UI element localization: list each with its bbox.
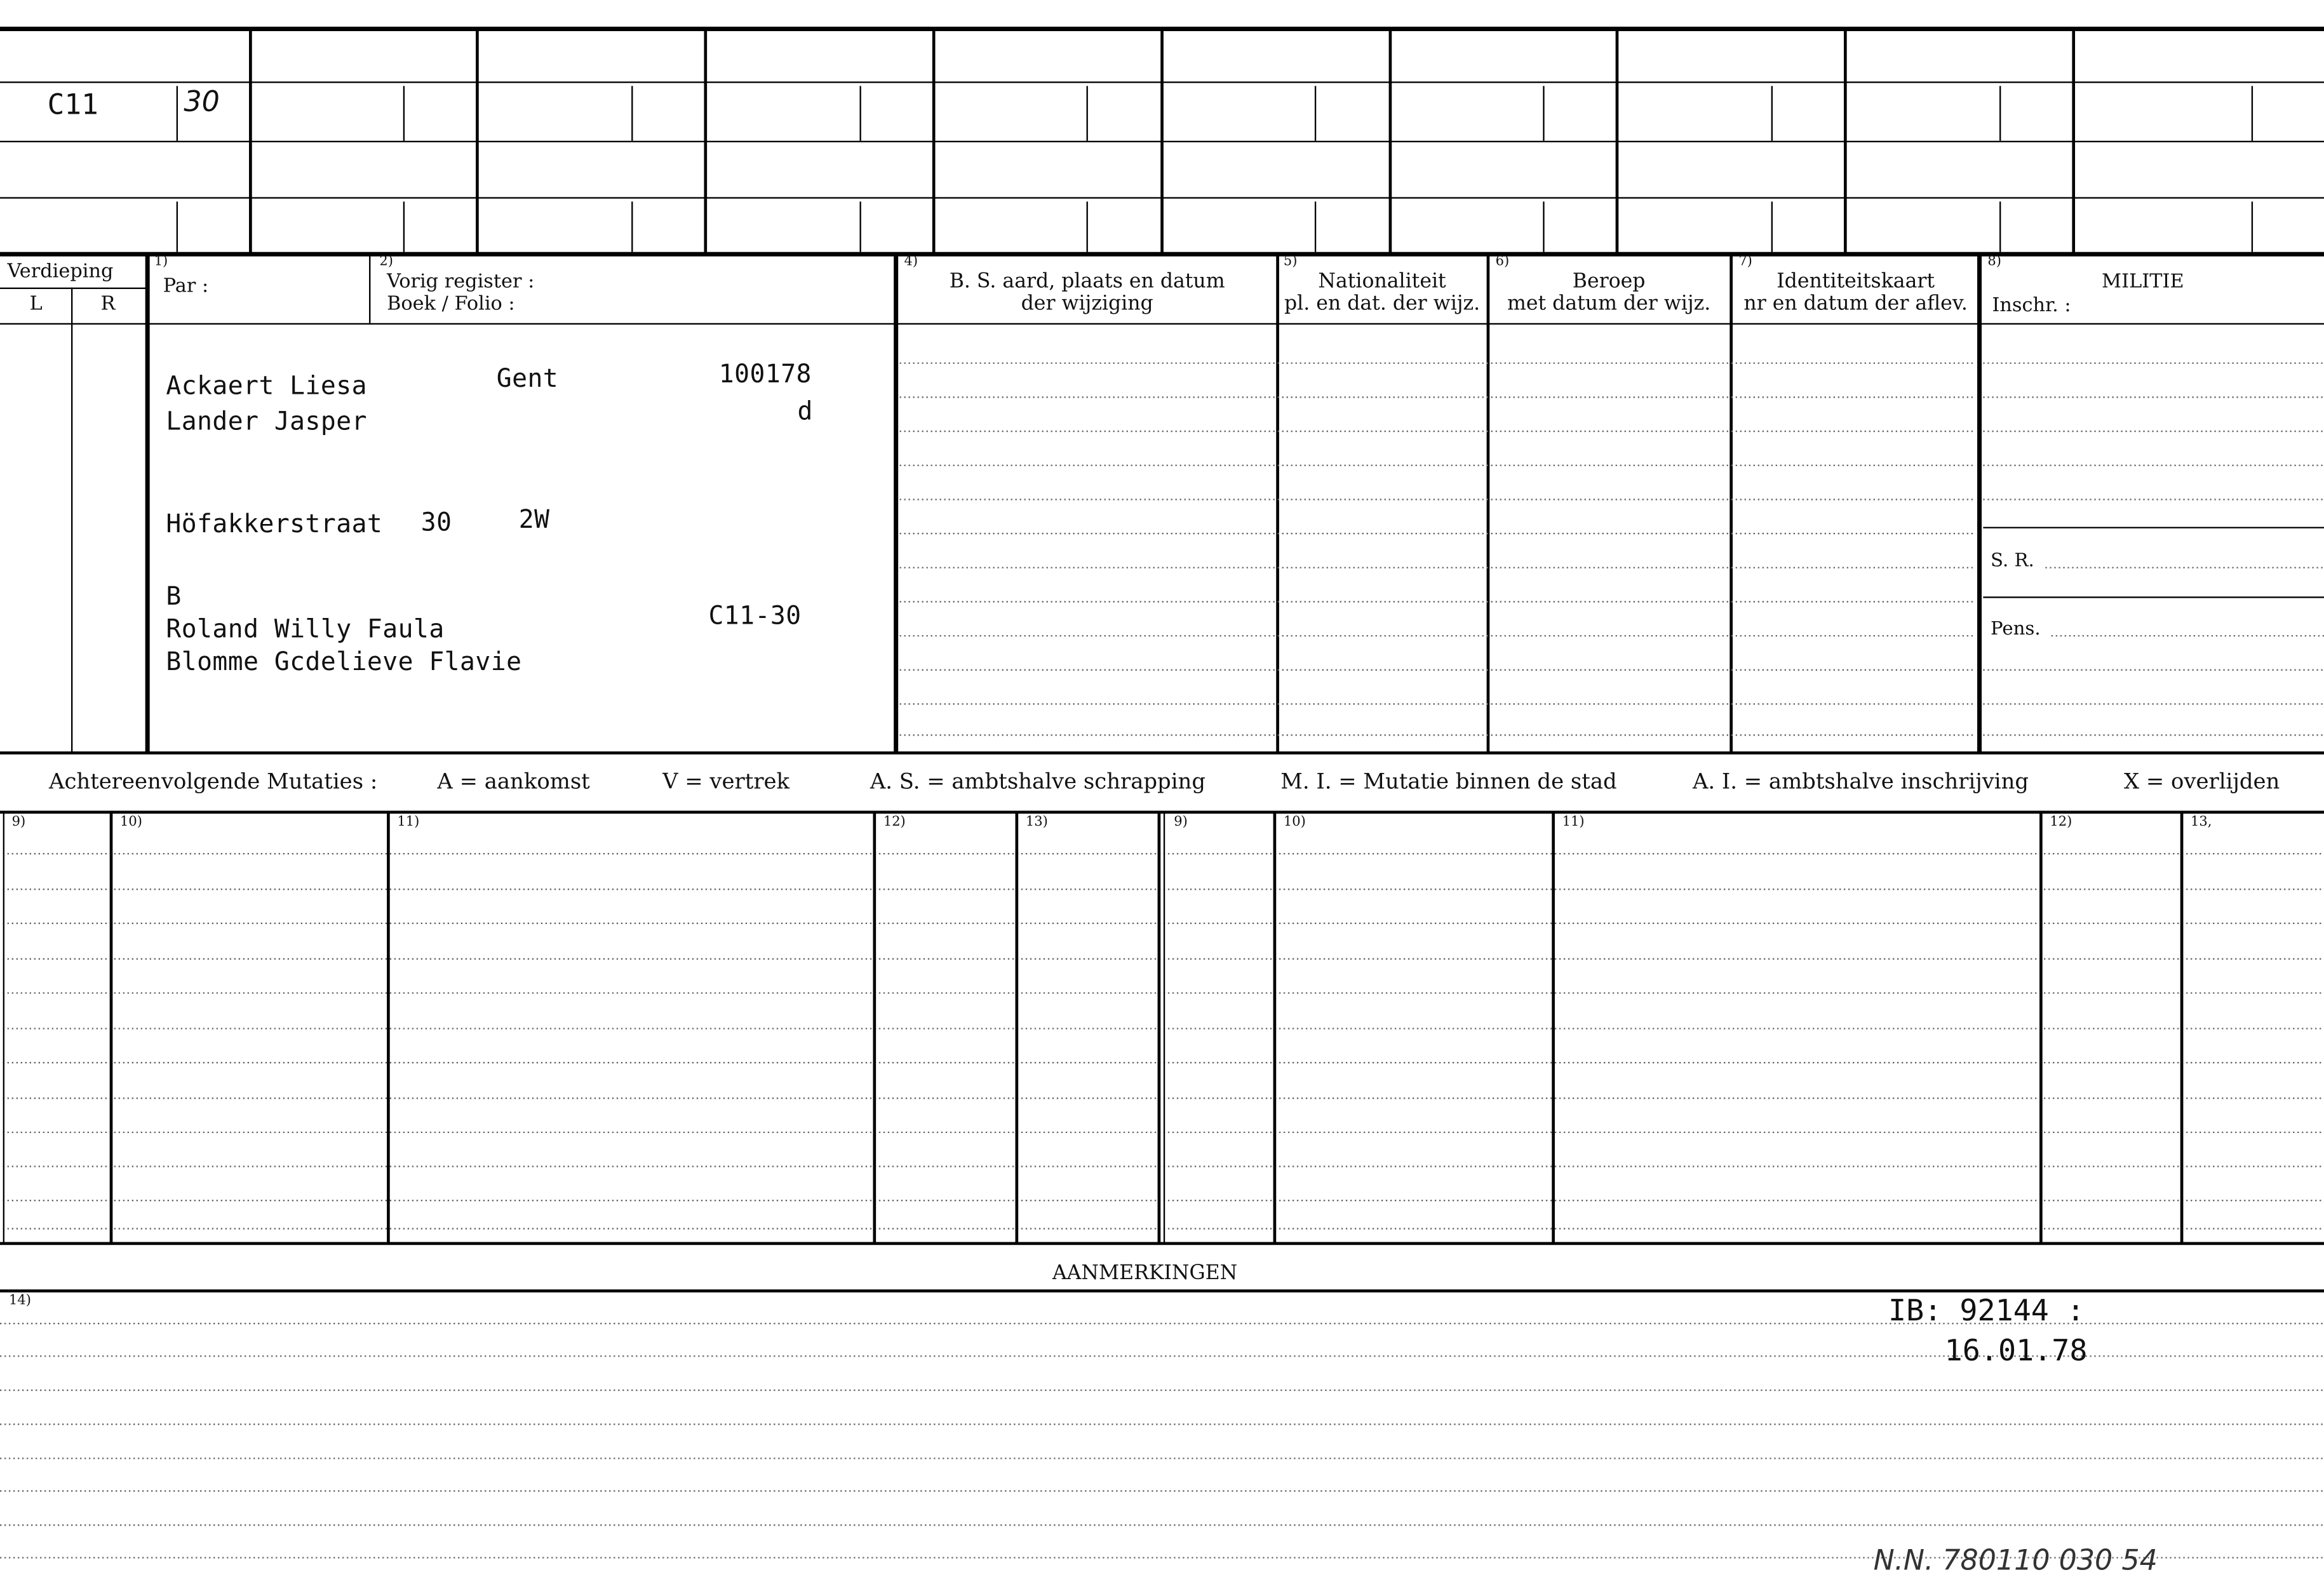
col-10-right: 10) (1283, 815, 1306, 830)
legend-mutatie: M. I. = Mutatie binnen de stad (1280, 770, 1617, 795)
col-10-left: 10) (120, 815, 142, 830)
col-12-right: 12) (2050, 815, 2072, 830)
mother-name: Blomme Gcdelieve Flavie (166, 647, 522, 678)
bs-num: 4) (904, 255, 918, 270)
legend-overlijden: X = overlijden (2124, 770, 2280, 795)
remarks-title: AANMERKINGEN (1052, 1261, 1238, 1285)
legend-inschrijving: A. I. = ambtshalve inschrijving (1692, 770, 2029, 795)
inschr-label: Inschr. : (1992, 295, 2071, 318)
left-label: L (29, 293, 43, 316)
registration-date: 16.01.78 (1944, 1332, 2088, 1368)
street: Höfakkerstraat (166, 509, 383, 540)
sr-label: S. R. (1991, 548, 2034, 571)
right-label: R (100, 293, 116, 316)
identiteitskaart-label: Identiteitskaart nr en datum der aflev. (1743, 269, 1968, 316)
house-number: 30 (420, 508, 452, 539)
nat-num: 5) (1283, 255, 1298, 270)
verdieping-label: Verdieping (7, 260, 114, 283)
legend-title: Achtereenvolgende Mutaties : (49, 770, 378, 795)
col-12-left: 12) (883, 815, 906, 830)
boek-folio-label: Boek / Folio : (387, 293, 515, 316)
person-name-line-1: Ackaert Liesa (166, 372, 367, 402)
par-num: 1) (154, 255, 168, 270)
id-num: 7) (1738, 255, 1752, 270)
beroep-label: Beroep met datum der wijz. (1507, 269, 1711, 316)
col-13-left: 13) (1025, 815, 1048, 830)
national-number: N.N. 780110 030 54 (1873, 1544, 2158, 1577)
legend-aankomst: A = aankomst (437, 770, 590, 795)
ib-number: IB: 92144 : (1888, 1292, 2085, 1328)
legend-schrapping: A. S. = ambtshalve schrapping (870, 770, 1206, 795)
card-reference: C11-30 (708, 601, 802, 632)
father-name: Roland Willy Faula (166, 615, 445, 645)
militie-label: MILITIE (2102, 271, 2184, 294)
vorig-num: 2) (379, 255, 393, 270)
col-11-right: 11) (1562, 815, 1585, 830)
col-9-right: 9) (1174, 815, 1188, 830)
pens-label: Pens. (1991, 616, 2041, 639)
name-suffix: d (797, 397, 813, 427)
militie-num: 8) (1987, 255, 2001, 270)
beroep-num: 6) (1495, 255, 1510, 270)
vorig-register-label: Vorig register : (387, 271, 535, 294)
house-code: 30 (184, 86, 220, 119)
postcode: 2W (518, 505, 550, 535)
block-code: C11 (47, 89, 98, 122)
col-9-left: 9) (11, 815, 26, 830)
legend-vertrek: V = vertrek (662, 770, 790, 795)
remarks-num: 14) (9, 1294, 31, 1309)
par-label: Par : (163, 276, 209, 299)
birthdate: 100178 (718, 360, 812, 390)
relation-code: B (166, 582, 182, 612)
bs-label: B. S. aard, plaats en datum der wijziging (949, 269, 1225, 316)
nationaliteit-label: Nationaliteit pl. en dat. der wijz. (1284, 269, 1481, 316)
person-name-line-2: Lander Jasper (166, 407, 367, 438)
col-11-left: 11) (397, 815, 420, 830)
col-13-right: 13, (2191, 815, 2212, 830)
birthplace: Gent (496, 365, 559, 394)
